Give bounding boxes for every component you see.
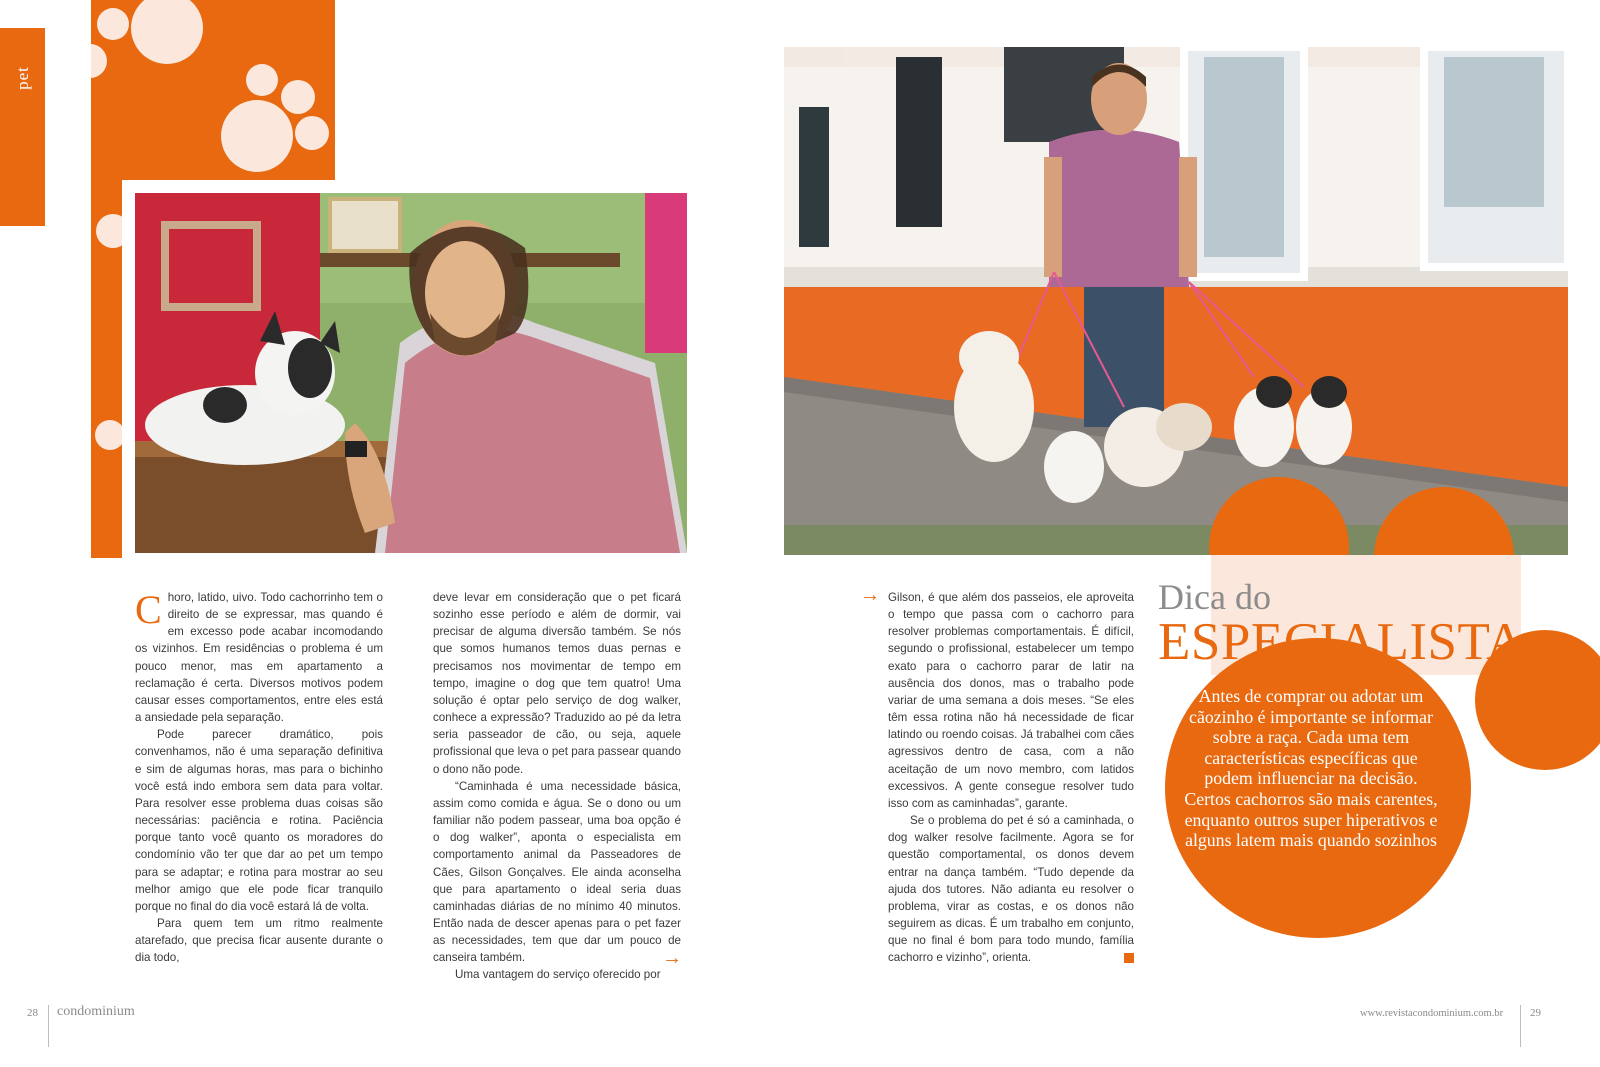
sidebar-title-line2: ESPECIALISTA [1158, 613, 1525, 671]
photo-man-with-dog [135, 193, 687, 553]
article-column-1 [135, 589, 383, 966]
magazine-name: condominium [57, 1004, 135, 1019]
website-url: www.revistacondominium.com.br [1360, 1008, 1504, 1019]
paragraph: horo, latido, uivo. Todo cachorrinho tem o direito de se expressar, mas quando é em excesso pode acabar incomodando os vizinhos. Em residências o problema é um pouco menor, mas em apartamento a reclamação é certa. Diversos motivos podem causar esses comportamentos, entre eles está a ansiedade pela separação. [135, 591, 383, 725]
sidebar-title-line1: Dica do [1158, 577, 1271, 617]
paw-print-decoration [91, 0, 335, 180]
article-column-3 [888, 589, 1134, 966]
right-page-number: 29 [1530, 1007, 1541, 1019]
sidebar-tip-text: Antes de comprar ou adotar um cãozinho é importante se informar sobre a raça. Cada uma tem características específicas que podem influenciar na decisão. Certos cachorros são mais carentes, enquanto outros super hiperativos e alguns latem mais quando sozinhos [1184, 686, 1438, 851]
footer-divider [1520, 1005, 1521, 1047]
paragraph: deve levar em consideração que o pet ficará sozinho esse período e além de dormir, vai precisar de alguma diversão também. Se nós que somos humanos temos duas pernas e precisamos nos movimentar de tempo em tempo, imagine o dog que tem quatro! Uma solução é optar pelo serviço de dog walker, conhece a expressão? Traduzido ao pé da letra seria passeador de cão, ou seja, aquele profissional que leva o pet para passear quando o dono não pode. [433, 591, 681, 776]
paragraph: Gilson, é que além dos passeios, ele aproveita o tempo que passa com o cachorro para resolver problemas comportamentais. É difícil, segundo o profissional, estabelecer um tempo exato para o cachorro parar de latir na ausência dos donos, mas o trabalho pode variar de uma semana a dois meses. “Se eles têm essa rotina não há necessidade de ficar latindo ou roendo coisas. Já trabalhei com cães agressivos dentro de casa, com a não aceitação de um novo membro, com latidos excessivos. A gente consegue resolver tudo isso com as caminhadas”, garante. [888, 591, 1134, 810]
section-tab [0, 28, 45, 226]
footer-divider [48, 1005, 49, 1047]
paragraph: Pode parecer dramático, pois convenhamos, não é uma separação definitiva e sim de algumas horas, mas para o bichinho você está indo embora sem data para voltar. Para resolver esse problema duas coisas são necessárias: paciência e rotina. Paciência porque tanto você quanto os moradores do condomínio vão ter que dar ao pet um tempo para se adaptar; e rotina para mostrar ao seu melhor amigo que ele pode ficar tranquilo porque no final do dia você estará lá de volta. [135, 728, 383, 913]
paragraph: “Caminhada é uma necessidade básica, assim como comida e água. Se o dono ou um familiar não podem passear, uma boa opção é o dog walker”, aponta o especialista em comportamento animal da Passeadores de Cães, Gilson Gonçalves. Ele ainda aconselha que para apartamento o ideal seria duas caminhadas diárias de no mínimo 40 minutos. Então nada de descer apenas para o pet fazer as necessidades, tem que dar um pouco de canseira também. [433, 779, 681, 965]
continue-arrow-icon: → [662, 947, 682, 969]
continued-arrow-icon: → [860, 584, 880, 606]
paragraph: Uma vantagem do serviço oferecido por [455, 968, 661, 982]
drop-cap: C [135, 587, 162, 632]
left-page-number: 28 [27, 1007, 38, 1019]
article-column-2 [433, 589, 681, 984]
section-tab-label: pet [12, 66, 32, 90]
photo-dog-walker [784, 47, 1568, 555]
paragraph: Para quem tem um ritmo realmente atarefado, que precisa ficar ausente durante o dia todo, [135, 916, 383, 965]
paragraph: Se o problema do pet é só a caminhada, o dog walker resolve facilmente. Agora se for questão comportamental, os donos devem entrar na dança também. “Tudo depende da ajuda dos tutores. Não adianta eu resolver o problema, virar as costas, e os donos não seguirem as dicas. É um trabalho em conjunto, que no final é bom para todo mundo, família cachorro e vizinho”, orienta. [888, 814, 1134, 965]
paw-print-decoration-side [91, 180, 122, 558]
end-mark-icon [1124, 953, 1134, 963]
